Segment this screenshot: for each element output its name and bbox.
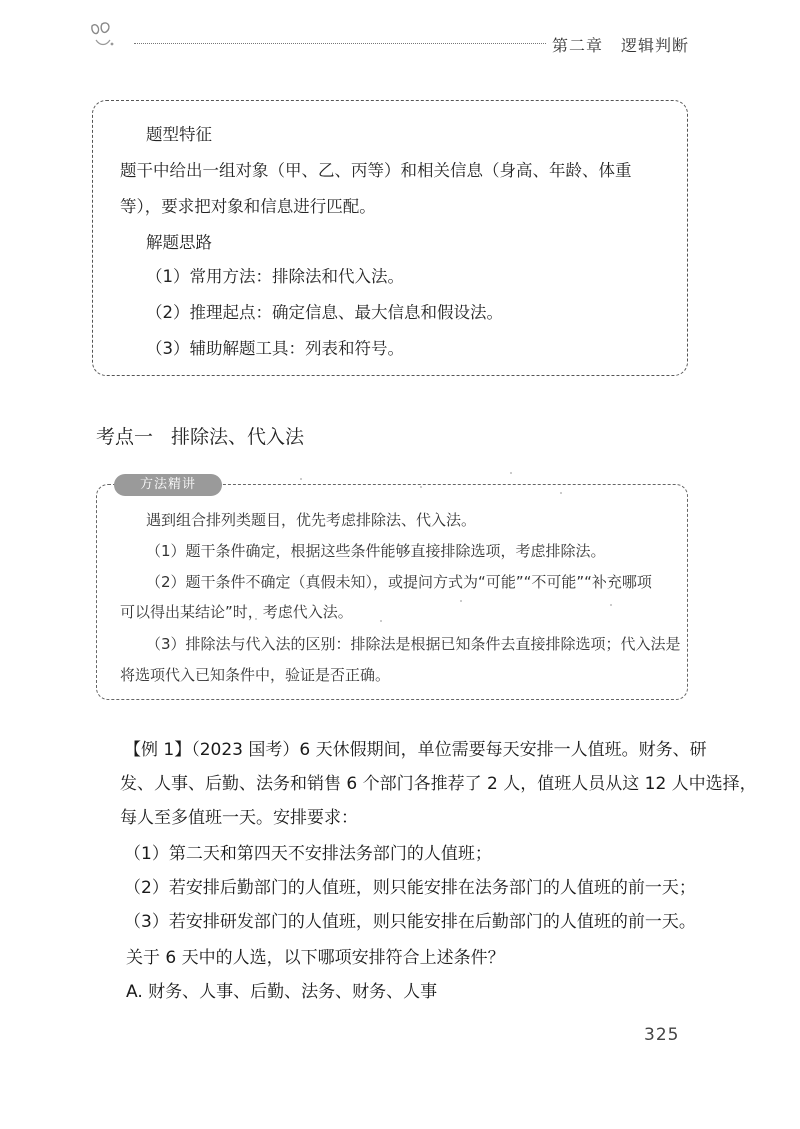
- box1-item-2: （2）推理起点：确定信息、最大信息和假设法。: [146, 303, 503, 322]
- box2-item-3-line2: 将选项代入已知条件中，验证是否正确。: [120, 666, 391, 684]
- box1-para-line1: 题干中给出一组对象（甲、乙、丙等）和相关信息（身高、年龄、体重: [120, 161, 632, 180]
- section-label: 考点一: [96, 426, 154, 448]
- method-badge: 方法精讲: [114, 474, 222, 496]
- page-number: 325: [644, 1025, 680, 1045]
- running-header: [552, 33, 689, 56]
- box2-intro: 遇到组合排列类题目，优先考虑排除法、代入法。: [146, 511, 477, 529]
- box1-item-3: （3）辅助解题工具：列表和符号。: [146, 339, 404, 358]
- example-requirement-3: （3）若安排研发部门的人值班，则只能安排在后勤部门的人值班的前一天。: [124, 912, 696, 932]
- example-requirement-1: （1）第二天和第四天不安排法务部门的人值班；: [124, 844, 492, 864]
- section-heading: [96, 422, 304, 449]
- section-title: 排除法、代入法: [171, 426, 305, 448]
- chapter-label: 第二章: [552, 36, 604, 55]
- example-question: 关于 6 天中的人选，以下哪项安排符合上述条件？: [126, 948, 505, 968]
- box2-item-1: （1）题干条件确定，根据这些条件能够直接排除选项，考虑排除法。: [146, 542, 606, 560]
- example-line-2: 发、人事、后勤、法务和销售 6 个部门各推荐了 2 人，值班人员从这 12 人中选择，: [120, 774, 757, 794]
- box2-item-2-line1: （2）题干条件不确定（真假未知），或提问方式为“可能”“不可能”“补充哪项: [146, 573, 652, 591]
- example-line-3: 每人至多值班一天。安排要求：: [120, 808, 358, 828]
- chapter-title: 逻辑判断: [621, 36, 690, 55]
- box1-heading-features: 题型特征: [146, 125, 212, 144]
- box1-para-line2: 等），要求把对象和信息进行匹配。: [120, 197, 376, 216]
- example-option-a: A. 财务、人事、后勤、法务、财务、人事: [126, 982, 438, 1002]
- example-requirement-2: （2）若安排后勤部门的人值班，则只能安排在法务部门的人值班的前一天；: [124, 878, 696, 898]
- header-rule: [134, 43, 546, 44]
- box2-item-2-line2: 可以得出某结论”时，考虑代入法。: [120, 603, 353, 621]
- publisher-logo-icon: [86, 18, 120, 52]
- example-line-1: 【例 1】（2023 国考）6 天休假期间，单位需要每天安排一人值班。财务、研: [124, 740, 707, 760]
- box1-heading-approach: 解题思路: [146, 233, 212, 252]
- box1-item-1: （1）常用方法：排除法和代入法。: [146, 267, 404, 286]
- box2-item-3-line1: （3）排除法与代入法的区别：排除法是根据已知条件去直接排除选项；代入法是: [146, 635, 681, 653]
